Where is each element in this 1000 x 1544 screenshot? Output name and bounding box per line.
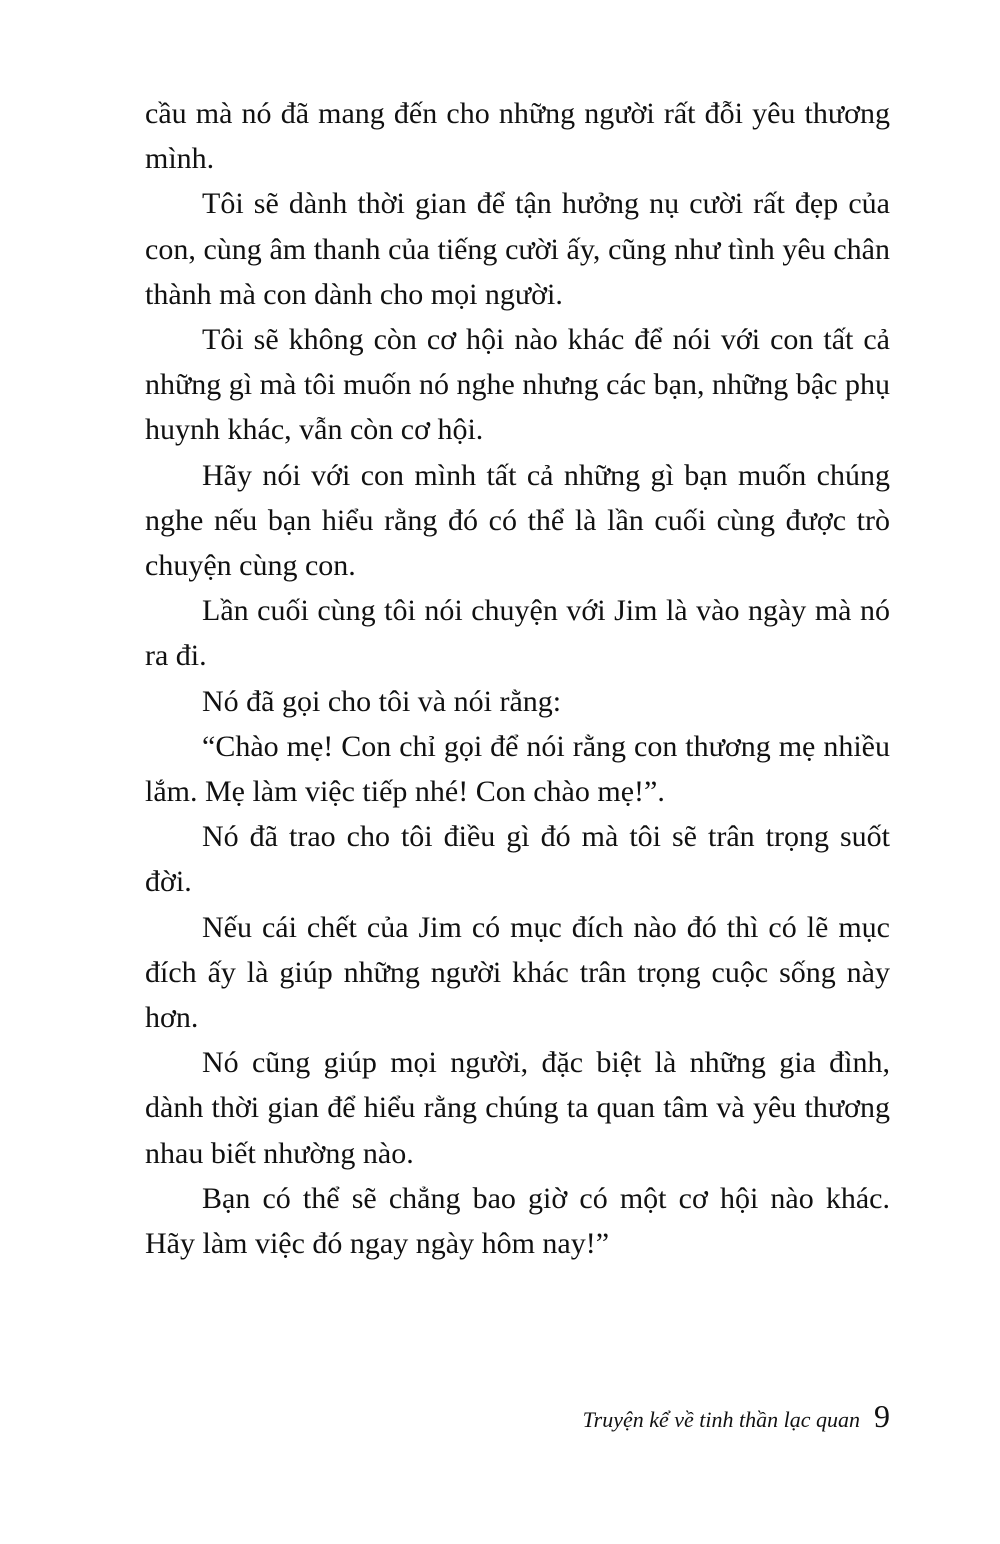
paragraph: Tôi sẽ không còn cơ hội nào khác để nói với con tất cả những gì mà tôi muốn nó nghe nhưng các bạn, những bậc phụ huynh khác, vẫn còn cơ hội. (145, 323, 890, 447)
paragraph: Tôi sẽ dành thời gian để tận hưởng nụ cười rất đẹp của con, cùng âm thanh của tiếng cười ấy, cũng như tình yêu chân thành mà con dành cho mọi người. (145, 187, 890, 311)
paragraph: Nó đã trao cho tôi điều gì đó mà tôi sẽ trân trọng suốt đời. (145, 820, 890, 899)
running-footer (583, 1398, 890, 1435)
quoted-paragraph: “Chào mẹ! Con chỉ gọi để nói rằng con thương mẹ nhiều lắm. Mẹ làm việc tiếp nhé! Con chào mẹ!”. (145, 729, 890, 809)
page-body-text (145, 91, 890, 1266)
paragraph-continued: cầu mà nó đã mang đến cho những người rất đỗi yêu thương mình. (145, 97, 890, 176)
page-number: 9 (874, 1398, 890, 1434)
book-title: Truyện kể về tinh thần lạc quan (582, 1407, 860, 1432)
paragraph: Nó cũng giúp mọi người, đặc biệt là những gia đình, dành thời gian để hiểu rằng chúng ta quan tâm và yêu thương nhau biết nhường nào. (145, 1046, 890, 1170)
paragraph: Nếu cái chết của Jim có mục đích nào đó thì có lẽ mục đích ấy là giúp những người khác trân trọng cuộc sống này hơn. (145, 910, 890, 1035)
paragraph: Nó đã gọi cho tôi và nói rằng: (202, 684, 562, 718)
paragraph: Lần cuối cùng tôi nói chuyện với Jim là vào ngày mà nó ra đi. (145, 594, 890, 673)
paragraph: Hãy nói với con mình tất cả những gì bạn muốn chúng nghe nếu bạn hiểu rằng đó có thể là lần cuối cùng được trò chuyện cùng con. (145, 458, 890, 583)
paragraph: Bạn có thể sẽ chẳng bao giờ có một cơ hội nào khác. Hãy làm việc đó ngay ngày hôm nay!” (145, 1181, 890, 1261)
